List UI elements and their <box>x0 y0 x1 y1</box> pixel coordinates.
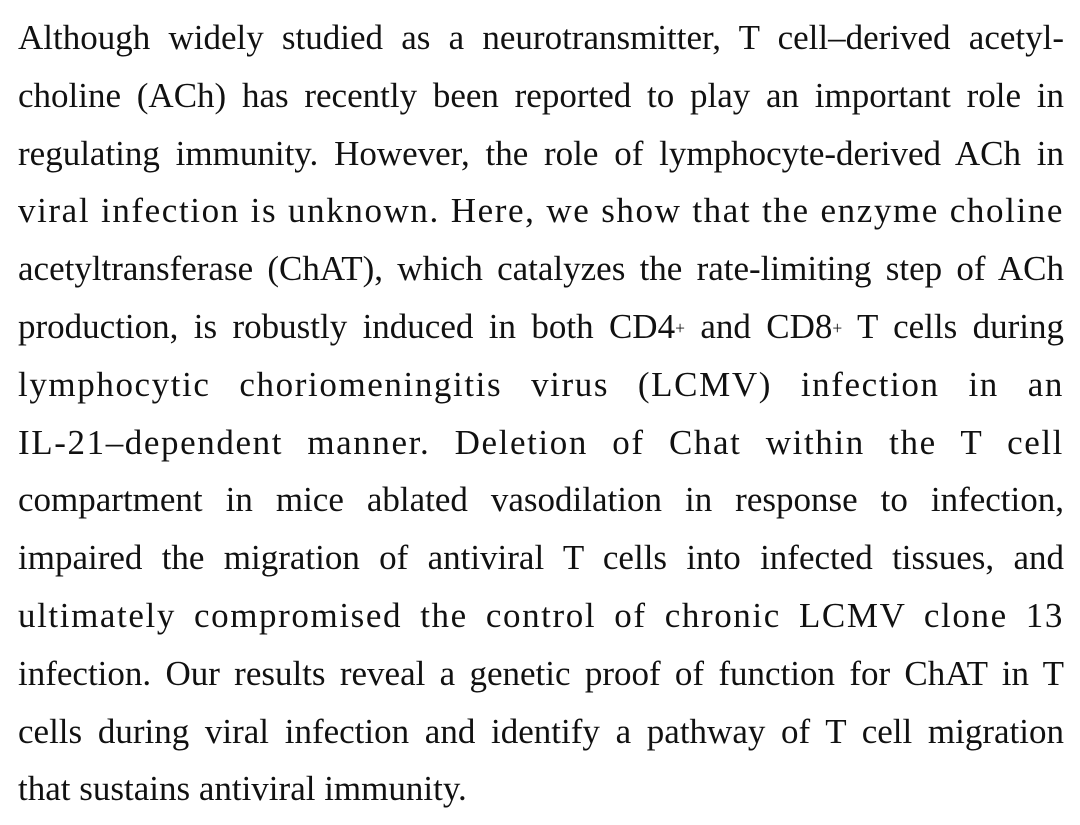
abstract-line: lymphocytic choriomeningitis virus (LCMV) infection in an <box>18 364 1064 404</box>
abstract-line: that sustains antiviral immunity. <box>18 769 467 809</box>
abstract-line: viral infection is unknown. Here, we show that the enzyme choline <box>18 191 1064 231</box>
abstract-line: acetyltransferase (ChAT), which catalyzes the rate-limiting step of ACh <box>18 249 1064 289</box>
abstract-line: impaired the migration of antiviral T cells into infected tissues, and <box>18 538 1064 578</box>
abstract-line: regulating immunity. However, the role of lymphocyte-derived ACh in <box>18 133 1064 173</box>
abstract-line: Although widely studied as a neurotransmitter, T cell–derived acetyl- <box>18 18 1064 57</box>
abstract-line: infection. Our results reveal a genetic proof of function for ChAT in T <box>18 653 1064 693</box>
abstract-text-fragment: and CD8 <box>684 306 833 346</box>
abstract-line: choline (ACh) has recently been reported to play an important role in <box>18 75 1064 115</box>
abstract-line: cells during viral infection and identify a pathway of T cell migration <box>18 711 1064 751</box>
superscript-plus: + <box>832 317 843 338</box>
superscript-plus: + <box>675 317 685 338</box>
abstract-text-fragment: T cells during <box>842 306 1064 346</box>
abstract-line: ultimately compromised the control of chronic LCMV clone 13 <box>18 595 1064 635</box>
abstract-paragraph <box>18 14 1064 823</box>
abstract-text-fragment: production, is robustly induced in both CD4 <box>18 306 676 346</box>
abstract-line <box>18 303 1064 361</box>
abstract-line: compartment in mice ablated vasodilation in response to infection, <box>18 480 1064 520</box>
abstract-line: IL-21–dependent manner. Deletion of Chat within the T cell <box>18 422 1064 462</box>
